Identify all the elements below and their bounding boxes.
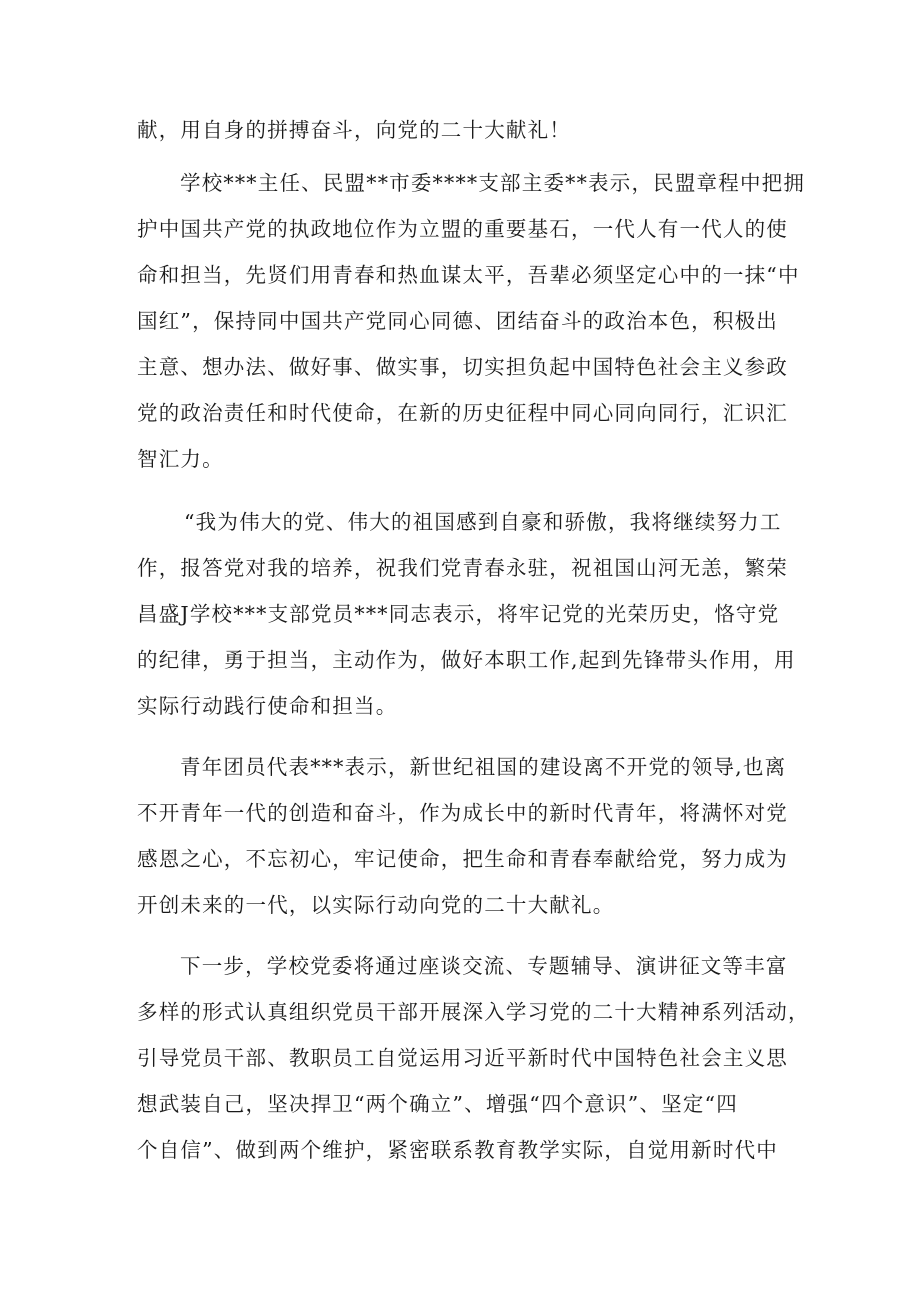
paragraph-line: 昌盛J学校***支部党员***同志表示，将牢记党的光荣历史，恪守党: [137, 602, 780, 626]
paragraph-line: 国红”，保持同中国共产党同心同德、团结奋斗的政治本色，积极出: [137, 309, 778, 333]
paragraph-line: 党的政治责任和时代使命，在新的历史征程中同心同向同行，汇识汇: [137, 401, 788, 425]
paragraph-line: 想武装自己，坚决捍卫“两个确立”、增强“四个意识”、坚定“四: [137, 1092, 738, 1116]
paragraph-line: 作，报答党对我的培养，祝我们党青春永驻，祝祖国山河无恙，繁荣: [137, 556, 788, 580]
paragraph-line: 开创未来的一代，以实际行动向党的二十大献礼。: [137, 893, 615, 917]
paragraph-line: 命和担当，先贤们用青春和热血谋太平，吾辈必须坚定心中的一抹“中: [137, 263, 800, 287]
paragraph-line: 不开青年一代的创造和奋斗，作为成长中的新时代青年，将满怀对党: [137, 801, 788, 825]
paragraph-line: 青年团员代表***表示，新世纪祖国的建设离不开党的领导,也离: [180, 755, 787, 779]
paragraph-line: 下一步，学校党委将通过座谈交流、专题辅导、演讲征文等丰富: [180, 954, 788, 978]
paragraph-line: 的纪律，勇于担当，主动作为，做好本职工作,起到先锋带头作用，用: [137, 648, 796, 672]
paragraph-line: 学校***主任、民盟**市委****支部主委**表示，民盟章程中把拥: [180, 171, 806, 195]
paragraph-line: 感恩之心，不忘初心，牢记使命，把生命和青春奉献给党，努力成为: [137, 847, 788, 871]
paragraph-line: 献，用自身的拼搏奋斗，向党的二十大献礼！: [137, 118, 571, 142]
paragraph-line: 护中国共产党的执政地位作为立盟的重要基石，一代人有一代人的使: [137, 217, 788, 241]
paragraph-line: “我为伟大的党、伟大的祖国感到自豪和骄傲，我将继续努力工: [184, 510, 782, 534]
paragraph-line: 智汇力。: [137, 447, 224, 471]
paragraph-line: 主意、想办法、做好事、做实事，切实担负起中国特色社会主义参政: [137, 355, 788, 379]
paragraph-line: 引导党员干部、教职员工自觉运用习近平新时代中国特色社会主义思: [137, 1046, 788, 1070]
paragraph-line: 多样的形式认真组织党员干部开展深入学习党的二十大精神系列活动，: [137, 1000, 810, 1024]
paragraph-line: 实际行动践行使命和担当。: [137, 694, 398, 718]
paragraph-line: 个自信”、做到两个维护，紧密联系教育教学实际，自觉用新时代中: [137, 1138, 778, 1162]
